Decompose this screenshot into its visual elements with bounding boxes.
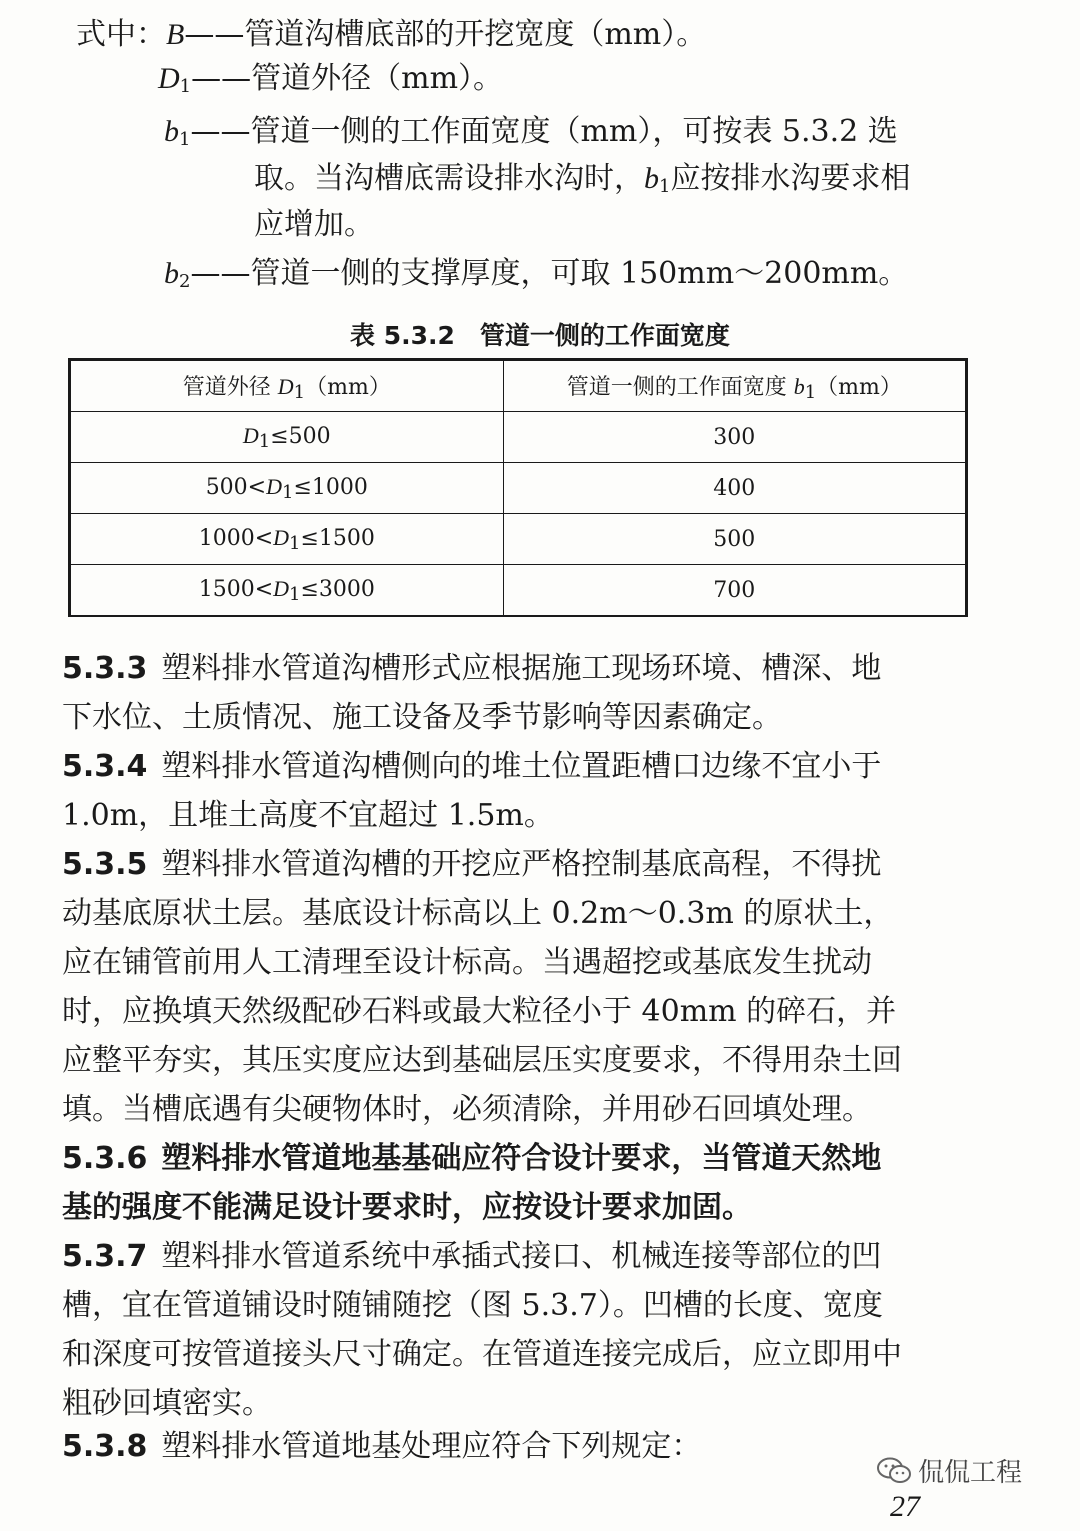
table-cell-value: 300: [503, 412, 965, 463]
range-prefix: 500<: [205, 474, 267, 500]
range-suffix: ≤3000: [300, 576, 375, 602]
definition-b2-text: ——管道一侧的支撑厚度，可取 150mm～200mm。: [190, 256, 909, 291]
subscript: 1: [289, 532, 301, 554]
table-row: [71, 514, 966, 565]
table-cell-range: [71, 412, 504, 463]
watermark-text: 侃侃工程: [918, 1458, 1023, 1488]
symbol-D: D: [277, 373, 294, 399]
section-line: 填。当槽底遇有尖硬物体时，必须清除，并用砂石回填处理。: [62, 1092, 872, 1127]
subscript: 2: [179, 271, 191, 292]
range-suffix: ≤1500: [300, 525, 375, 551]
definition-B: [76, 14, 706, 56]
section-5-3-5: [62, 840, 962, 1134]
definition-b2: [164, 253, 908, 303]
section-text: 塑料排水管道地基基础应符合设计要求，当管道天然地: [161, 1141, 882, 1176]
section-line: [62, 644, 962, 693]
section-5-3-4: [62, 742, 962, 840]
table-cell-range: [71, 514, 504, 565]
subscript: 1: [179, 129, 191, 150]
wechat-icon: [876, 1457, 912, 1485]
table-header-row: [71, 361, 966, 412]
section-line: 1.0m，且堆土高度不宜超过 1.5m。: [62, 798, 554, 833]
definition-b1: [164, 111, 898, 161]
table-row: [71, 565, 966, 616]
definition-b1-text-3: 应增加。: [254, 207, 374, 242]
table-cell-value: 400: [503, 463, 965, 514]
section-line: [62, 1134, 962, 1183]
subscript: 1: [293, 381, 306, 403]
section-line: 动基底原状土层。基底设计标高以上 0.2m～0.3m 的原状土，: [62, 896, 894, 931]
definition-b1-line3: [254, 204, 374, 246]
symbol-b: b: [793, 373, 805, 399]
section-number: 5.3.5: [62, 847, 148, 882]
table-cell-value: 500: [503, 514, 965, 565]
table-header-diameter: [71, 361, 504, 412]
subscript: 1: [659, 176, 671, 197]
table-header-width: [503, 361, 965, 412]
section-number: 5.3.3: [62, 651, 148, 686]
section-5-3-3: [62, 644, 962, 742]
subscript: 1: [804, 381, 817, 403]
subscript: 1: [282, 481, 294, 503]
watermark: [876, 1452, 1022, 1489]
table-title: 表 5.3.2 管道一侧的工作面宽度: [350, 321, 730, 350]
section-number: 5.3.4: [62, 749, 148, 784]
symbol-B: B: [166, 18, 185, 51]
table-cell-range: [71, 565, 504, 616]
section-line: 应整平夯实，其压实度应达到基础层压实度要求，不得用杂土回: [62, 1043, 902, 1078]
section-line: 槽，宜在管道铺设时随铺随挖（图 5.3.7）。凹槽的长度、宽度: [62, 1288, 883, 1323]
table-cell-value: 700: [503, 565, 965, 616]
header-unit: （mm）: [305, 374, 391, 400]
section-line: [62, 742, 962, 791]
section-line: 和深度可按管道接头尺寸确定。在管道连接完成后，应立即用中: [62, 1337, 902, 1372]
header-unit: （mm）: [816, 374, 902, 400]
section-5-3-7: [62, 1232, 962, 1428]
range-prefix: 1500<: [198, 576, 274, 602]
definition-b1-text-2c: 应按排水沟要求相: [670, 161, 911, 196]
symbol-D: D: [266, 473, 283, 499]
section-line: [62, 1422, 962, 1471]
symbol-D: D: [242, 422, 259, 448]
section-number: 5.3.6: [62, 1141, 148, 1176]
table-row: [71, 412, 966, 463]
section-line: 时，应换填天然级配砂石料或最大粒径小于 40mm 的碎石，并: [62, 994, 897, 1029]
work-width-table: [68, 358, 968, 617]
symbol-D: D: [273, 524, 290, 550]
section-line: 下水位、土质情况、施工设备及季节影响等因素确定。: [62, 700, 782, 735]
definition-lead: 式中：: [76, 17, 166, 52]
definition-D1: [158, 58, 503, 108]
definition-B-text: ——管道沟槽底部的开挖宽度（mm）。: [184, 17, 707, 52]
section-text: 塑料排水管道沟槽的开挖应严格控制基底高程，不得扰: [161, 847, 882, 882]
range-suffix: ≤500: [270, 423, 331, 449]
section-line: 粗砂回填密实。: [62, 1386, 272, 1421]
section-number: 5.3.7: [62, 1239, 148, 1274]
section-5-3-8: [62, 1422, 962, 1471]
subscript: 1: [258, 430, 271, 452]
symbol-b: b: [644, 162, 659, 195]
header-text: 管道外径: [182, 374, 278, 400]
symbol-D: D: [158, 62, 180, 95]
symbol-b: b: [164, 257, 179, 290]
table-row: [71, 463, 966, 514]
section-line: [62, 1232, 962, 1281]
section-text: 塑料排水管道沟槽侧向的堆土位置距槽口边缘不宜小于: [161, 749, 882, 784]
range-suffix: ≤1000: [293, 474, 368, 500]
page-number: 27: [890, 1490, 920, 1523]
definition-D1-text: ——管道外径（mm）。: [191, 61, 504, 96]
section-line: 基的强度不能满足设计要求时，应按设计要求加固。: [62, 1190, 752, 1225]
section-line: [62, 840, 962, 889]
section-text: 塑料排水管道系统中承插式接口、机械连接等部位的凹: [161, 1239, 882, 1274]
definition-b1-text-2a: 取。当沟槽底需设排水沟时，: [254, 161, 644, 196]
table-cell-range: [71, 463, 504, 514]
subscript: 1: [179, 76, 192, 97]
symbol-b: b: [164, 115, 179, 148]
section-5-3-6: [62, 1134, 962, 1232]
definition-b1-line2: [254, 158, 910, 208]
section-number: 5.3.8: [62, 1429, 148, 1464]
section-text: 塑料排水管道地基处理应符合下列规定：: [161, 1429, 702, 1464]
section-line: 应在铺管前用人工清理至设计标高。当遇超挖或基底发生扰动: [62, 945, 872, 980]
header-text: 管道一侧的工作面宽度: [566, 374, 794, 400]
definition-b1-text-1: ——管道一侧的工作面宽度（mm），可按表 5.3.2 选: [190, 114, 898, 149]
symbol-D: D: [273, 575, 290, 601]
subscript: 1: [289, 583, 301, 605]
section-text: 塑料排水管道沟槽形式应根据施工现场环境、槽深、地: [161, 651, 882, 686]
range-prefix: 1000<: [198, 525, 274, 551]
